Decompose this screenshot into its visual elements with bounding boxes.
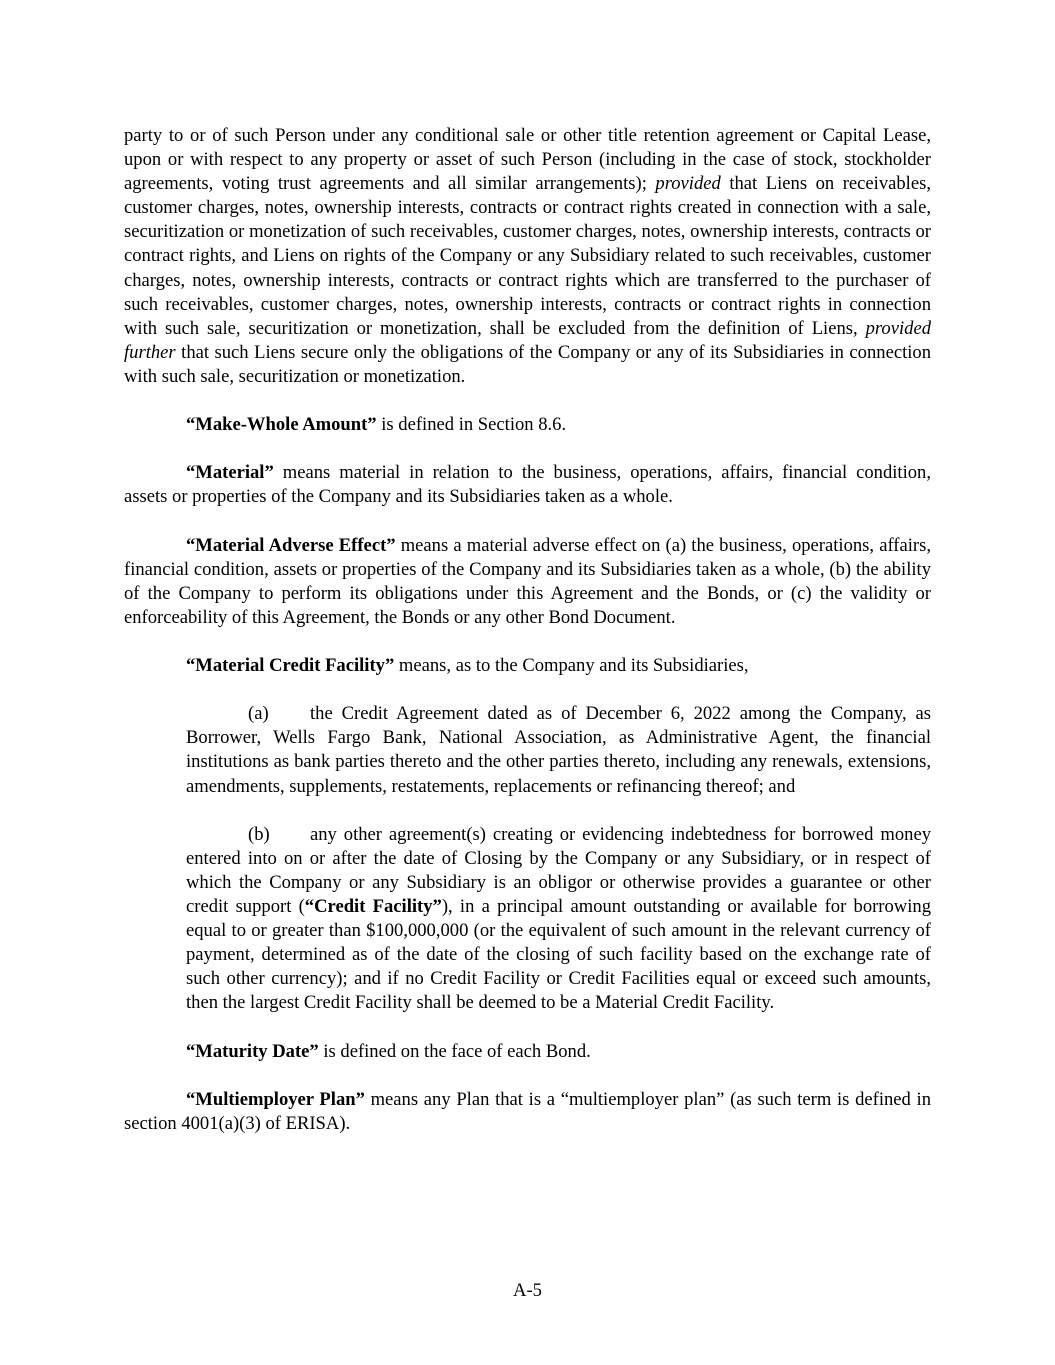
- item-term: “Credit Facility”: [304, 896, 442, 917]
- item-text-2: ), in a principal amount outstanding or available for borrowing equal to or greater than $100,000,000 (or the equivalent of such amount in the relevant currency of payment, determined as of the date of the closing of such facility based on the exchange rate of such other currency); and if no Credit Facility or Credit Facilities equal or exceed such amounts, then the largest Credit Facility shall be deemed to be a Material Credit Facility.: [186, 896, 931, 1014]
- definition-make-whole-amount: [124, 413, 931, 437]
- lien-definition-continuation: [124, 124, 931, 389]
- definition-term: “Material Credit Facility”: [186, 655, 395, 677]
- definition-term: “Material Adverse Effect”: [186, 534, 396, 556]
- definition-material: [124, 461, 931, 509]
- definition-text: means material in relation to the business, operations, affairs, financial condition, assets or properties of the Company and its Subsidiaries taken as a whole.: [124, 462, 931, 508]
- definition-text: is defined in Section 8.6.: [376, 414, 567, 436]
- definition-text: means a material adverse effect on (a) the business, operations, affairs, financial condition, assets or properties of the Company and its Subsidiaries taken as a whole, (b) the ability of the Company to perform its obligations under this Agreement and the Bonds, or (c) the validity or enforceability of this Agreement, the Bonds or any other Bond Document.: [124, 534, 931, 628]
- continuation-text-1: party to or of such Person under any conditional sale or other title retention agreement or Capital Lease, upon or with respect to any property or asset of such Person (including in the case of stock, stockholder agreements, voting trust agreements and all similar arrangements);: [124, 125, 931, 195]
- document-page: [124, 124, 931, 1160]
- definition-text: means, as to the Company and its Subsidiaries,: [394, 655, 749, 677]
- definition-text: means any Plan that is a “multiemployer plan” (as such term is defined in section 4001(a)(3) of ERISA).: [124, 1088, 931, 1134]
- definition-term: “Multiemployer Plan”: [186, 1088, 365, 1110]
- provided-further-italic: provided further: [124, 317, 931, 363]
- provided-italic: provided: [655, 173, 721, 195]
- credit-facility-item-a: [186, 702, 931, 798]
- definition-material-adverse-effect: [124, 534, 931, 630]
- definition-term: “Maturity Date”: [186, 1040, 319, 1062]
- continuation-text-2: that Liens on receivables, customer charges, notes, ownership interests, contracts or contract rights created in connection with a sale, securitization or monetization of such receivables, customer charges, notes, ownership interests, contracts or contract rights, and Liens on rights of the Company or any Subsidiary related to such receivables, customer charges, notes, ownership interests, contracts or contract rights which are transferred to the purchaser of such receivables, customer charges, notes, ownership interests, contracts or contract rights in connection with such sale, securitization or monetization, shall be excluded from the definition of Liens,: [124, 173, 931, 339]
- definition-text: is defined on the face of each Bond.: [318, 1040, 591, 1062]
- definition-multiemployer-plan: [124, 1088, 931, 1136]
- item-label: (b): [248, 823, 270, 845]
- definition-term: “Make-Whole Amount”: [186, 414, 377, 436]
- continuation-text-3: that such Liens secure only the obligations of the Company or any of its Subsidiaries in connection with such sale, securitization or monetization.: [124, 341, 931, 387]
- credit-facility-item-b: [186, 823, 931, 1016]
- item-text-1: any other agreement(s) creating or evidencing indebtedness for borrowed money entered into on or after the date of Closing by the Company or any Subsidiary, or in respect of which the Company or any Subsidiary is an obligor or otherwise provides a guarantee or other credit support (: [186, 823, 931, 917]
- definition-maturity-date: [124, 1040, 931, 1064]
- item-label: (a): [248, 703, 269, 725]
- item-text: the Credit Agreement dated as of December 6, 2022 among the Company, as Borrower, Wells Fargo Bank, National Association, as Administrative Agent, the financial institutions as bank parties thereto and the other parties thereto, including any renewals, extensions, amendments, supplements, restatements, replacements or refinancing thereof; and: [186, 703, 931, 797]
- page-number: A-5: [513, 1280, 542, 1301]
- definition-term: “Material”: [186, 462, 274, 484]
- definition-material-credit-facility: [124, 654, 931, 678]
